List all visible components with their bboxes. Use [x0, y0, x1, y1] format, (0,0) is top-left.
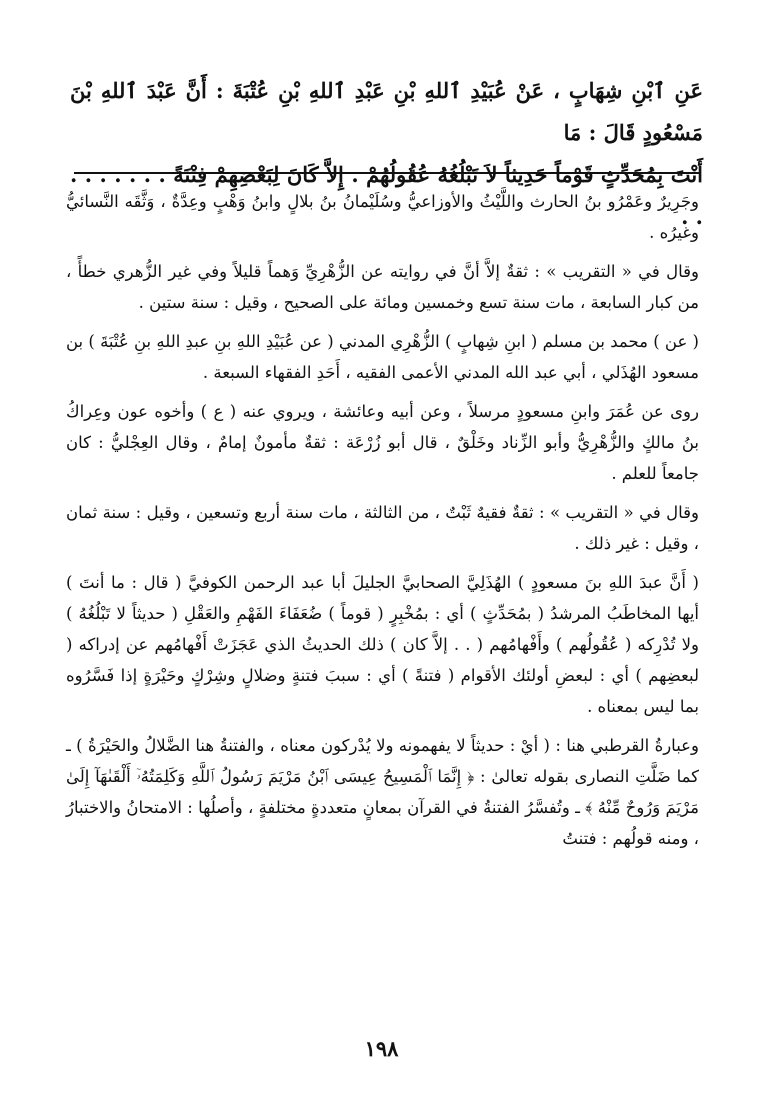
commentary-paragraph: وقال في « التقريب » : ثقةٌ إلاَّ أنَّ في روايته عن الزُّهْرِيِّ وَهماً قليلاً وفي غير الزُّهري خطأً ، من كبار السابعة ، مات سنة تسع وخمسين ومائة على الصحيح ، وقيل : سنة ستين .: [66, 262, 699, 312]
commentary-paragraph: ( أَنَّ عبدَ اللهِ بنَ مسعودٍ ) الهُذَلِيَّ الصحابيَّ الجليلَ أبا عبد الرحمن الكوفيَّ ( قال : ما أنتَ ) أيها المخاطَبُ المرشدُ ( بمُحَدِّثٍ ) أي : بمُخْبِرٍ ( قوماً ) ضُعَفَاءَ الفَهْمِ والعَقْلِ ( حديثاً لا تَبْلُغُهُ ) ولا تُدْرِكه ( عُقُولُهم ) وأَفْهامُهم ( . . إلاَّ كان ) ذلك الحديثُ الذي عَجَزَتْ أَفْهامُهم عن إدراكه ( لبعضِهم ) أي : لبعضِ أولئك الأقوام ( فتنةً ) أي : سببَ فتنةٍ وضلالٍ وشِرْكٍ وحَيْرَةٍ إذا فَسَّرُوه بما ليس بمعناه .: [66, 573, 699, 716]
commentary-paragraph: وعبارةُ القرطبي هنا : ( أيْ : حديثاً لا يفهمونه ولا يُدْركون معناه ، والفتنةُ هنا الضَّلالُ والحَيْرَةُ ) ـ كما ضَلَّتِ النصارى بقوله تعالىٰ : ﴿ إِنَّمَا ٱلْمَسِيحُ عِيسَى ٱبْنُ مَرْيَمَ رَسُولُ ٱللَّهِ وَكَلِمَتُهُۥٓ أَلْقَىٰهَآ إِلَىٰ مَرْيَمَ وَرُوحٌ مِّنْهُ ﴾ ـ وتُفسَّرُ الفتنةُ في القرآن بمعانٍ متعددةٍ مختلفةٍ ، وأصلُها : الامتحانُ والاختبارُ ، ومنه قولُهم : فتنتُ: [66, 736, 699, 848]
commentary-body: [66, 186, 699, 862]
page-number: ١٩٨: [364, 1036, 399, 1061]
commentary-paragraph: ( عن ) محمد بن مسلم ( ابنِ شِهابٍ ) الزُّهْرِي المدني ( عن عُبَيْدِ اللهِ بنِ عبدِ اللهِ بنِ عُتْبَةَ ) بن مسعود الهُذَلي ، أبي عبد الله المدني الأعمى الفقيه ، أَحَدِ الفقهاء السبعة .: [66, 332, 699, 382]
hadith-line: أَنْتَ بِمُحَدِّثٍ قَوْماً حَدِيثاً لاَ تَبْلُغُهُ عُقُولُهُمْ . إِلاَّ كَانَ لِبَعْضِهِمْ فِتْنَةً . . . . . . . . .: [70, 162, 703, 229]
footnote-divider: [74, 172, 699, 174]
hadith-line: عَنِ ٱبْنِ شِهَابٍ ، عَنْ عُبَيْدِ ٱللهِ بْنِ عَبْدِ ٱللهِ بْنِ عُتْبَةَ : أَنَّ عَبْدَ ٱللهِ بْنَ مَسْعُودٍ قَالَ : مَا: [70, 78, 703, 145]
commentary-paragraph: وجَرِيرٌ وعَمْرُو بنُ الحارث واللَّيْثُ والأوزاعيُّ وسُلَيْمانُ بنُ بلالٍ وابنُ وَهْبٍ وعِدَّةٌ ، وَثَّقَه النَّسائيُّ وغيرُه .: [66, 192, 699, 242]
commentary-paragraph: روى عن عُمَرَ وابنِ مسعودٍ مرسلاً ، وعن أبيه وعائشة ، ويروي عنه ( ع ) وأخوه عون وعِراكُ بنُ مالكٍ والزُّهْرِيُّ وأبو الزِّناد وخَلْقٌ ، قال أبو زُرْعَة : ثقةٌ مأمونٌ إمامٌ ، وقال العِجْليُّ : كان جامعاً للعلم .: [66, 402, 699, 483]
commentary-paragraph: وقال في « التقريب » : ثقةٌ فقيهٌ ثَبْتٌ ، من الثالثة ، مات سنة أربع وتسعين ، وقيل : سنة ثمان ، وقيل : غير ذلك .: [66, 503, 699, 553]
